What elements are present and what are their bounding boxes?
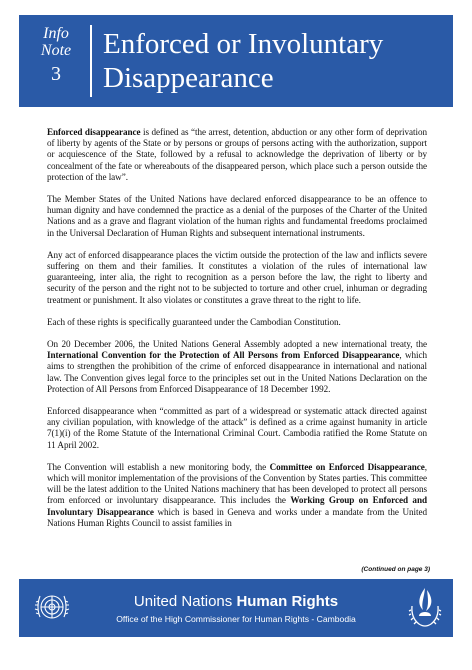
paragraph [47,127,427,183]
text-run: On 20 December 2006, the United Nations General Assembly adopted a new international treaty, the [47,339,427,350]
document-body [47,127,427,540]
header-divider [90,25,92,97]
text-run: , which will monitor implementation of the provisions of the Convention by States parties. This committee will be the latest addition to the United Nations machinery that has been developed to protect all persons from enforced or involuntary disappearance. This includes the [47,461,427,506]
text-run: which is based in Geneva and works under a mandate from the United Nations Human Rights Council to assist families in [47,506,427,528]
continued-note: (Continued on page 3) [361,566,430,573]
info-note-label [27,25,85,87]
footer-title-normal: United Nations [133,593,237,610]
title-line-1: Enforced or Involuntary [103,28,384,60]
paragraph [47,317,427,328]
footer-title [19,593,453,611]
bold-term: Working Group on Enforced and Involuntary Disappearance [47,495,427,517]
text-run: Enforced disappearance when “committed as part of a widespread or systematic attack directed against any civilian population, with knowledge of the attack” is defined as a crime against humanity in article 7(1)(i) of the Rome Statute of the International Criminal Court. Cambodia ratified the Rome Statute on 11 April 2002. [47,406,427,450]
bold-term: Enforced disappearance [47,127,141,137]
info-word: Info [43,25,69,42]
paragraph [47,406,427,451]
title-line-2: Disappearance [103,62,274,94]
footer-subtitle: Office of the High Commissioner for Human Rights - Cambodia [116,614,356,624]
header-banner [19,15,453,107]
bold-term: International Convention for the Protection of All Persons from Enforced Disappearance [47,350,400,361]
paragraph [47,462,427,529]
ohchr-flame-icon [407,584,443,632]
footer-banner [19,579,453,637]
paragraph [47,250,427,306]
paragraph [47,339,427,395]
note-number: 3 [51,63,61,85]
text-run: The Convention will establish a new monitoring body, the [47,461,270,472]
text-run: The Member States of the United Nations have declared enforced disappearance to be an offence to human dignity and have condemned the practice as a denial of the purposes of the Charter of the United Nations and as a grave and flagrant violation of the human rights and fundamental freedoms proclaimed in the Universal Declaration of Human Rights and subsequent international instruments. [47,194,427,238]
text-run: , which aims to strengthen the prohibition of the crime of enforced disappearance in international and national law. The Convention gives legal force to the principles set out in the United Nations Declaration on the Protection of All Persons from Enforced Disappearance of 18 December 1992. [47,350,427,394]
note-word: Note [40,42,72,59]
footer-title-bold: Human Rights [236,593,339,610]
text-run: Each of these rights is specifically guaranteed under the Cambodian Constitution. [47,316,341,327]
text-run: is defined as “the arrest, detention, abduction or any other form of deprivation of liberty by agents of the State or by persons or groups of persons acting with the authorization, support or acquiescence of the State, followed by a refusal to acknowledge the deprivation of liberty or by concealment of the fate or whereabouts of the disappeared person, which place such a person outside the protection of the law”. [47,127,427,182]
page-title [103,27,383,95]
paragraph [47,194,427,239]
bold-term: Committee on Enforced Disappearance [269,461,425,472]
text-run: Any act of enforced disappearance places the victim outside the protection of the law and inflicts severe suffering on them and their families. It constitutes a violation of the rules of international law guaranteeing, inter alia, the right to recognition as a person before the law, the right to liberty and security of the person and the right not to be subjected to torture and other cruel, inhuman or degrading treatment or punishment. It also violates or constitutes a grave threat to the right to life. [47,249,427,305]
